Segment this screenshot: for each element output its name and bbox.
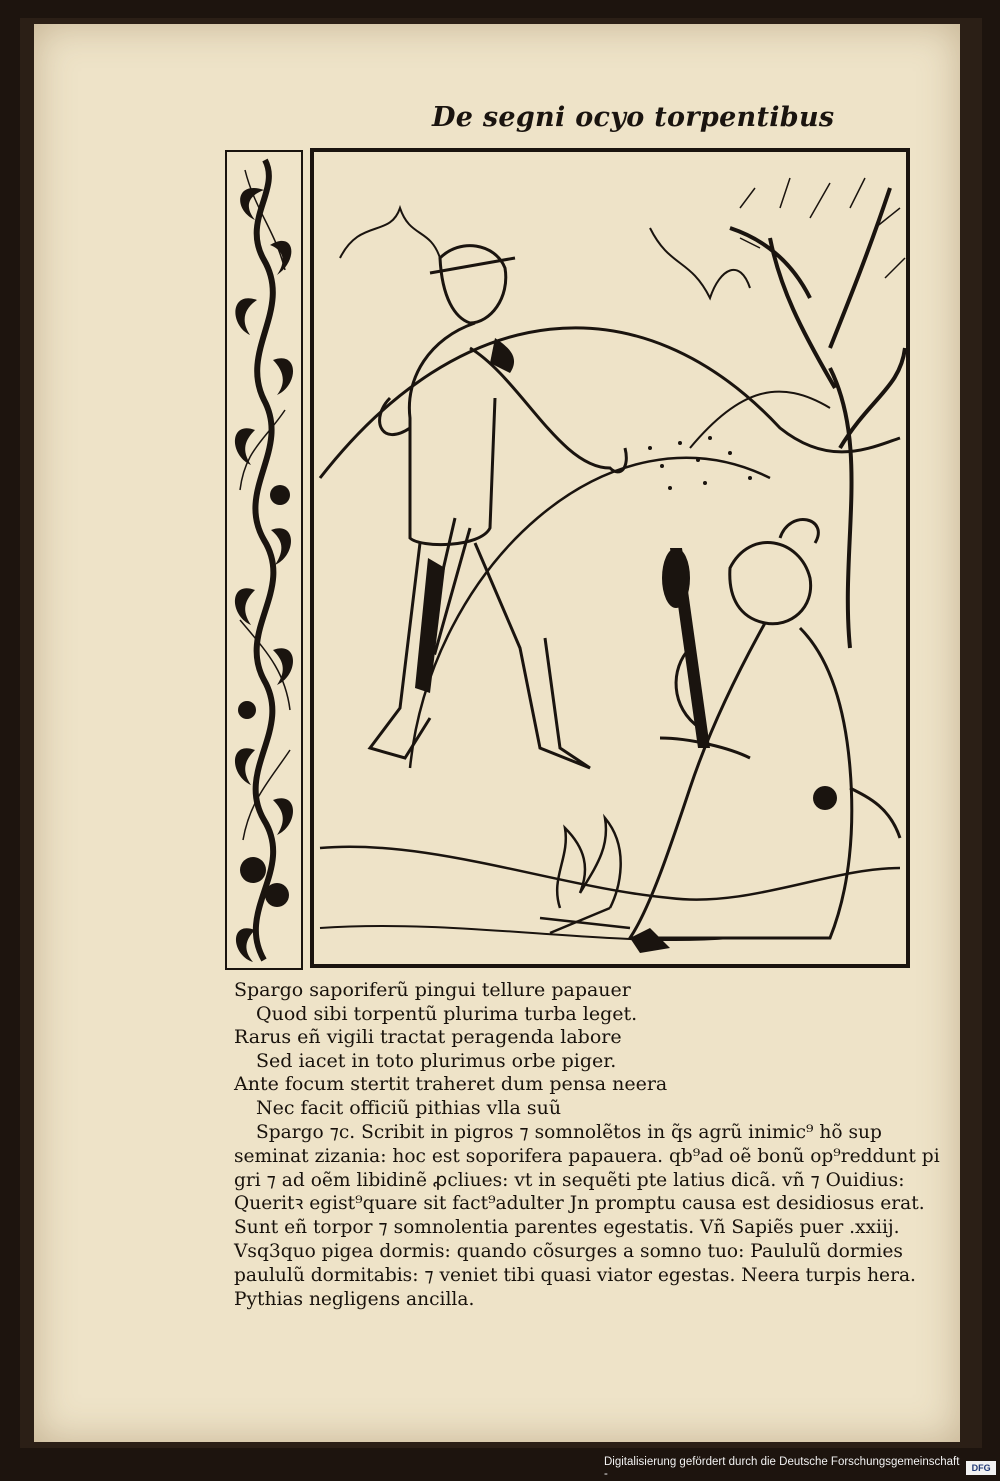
commentary-block	[234, 1121, 940, 1311]
verse-line: Quod sibi torpentũ plurima turba leget.	[256, 1002, 638, 1025]
commentary-line: paululũ dormitabis: ⁊ veniet tibi quasi viator egestas. Neera turpis hera.	[234, 1264, 916, 1286]
floral-border	[225, 150, 303, 970]
commentary-line: seminat zizania: hoc est soporifera papauera. qb⁹ad oẽ bonũ op⁹reddunt pi	[234, 1145, 940, 1167]
book-page	[34, 24, 960, 1442]
commentary-line: Vsq3quo pigea dormis: quando cõsurges a somno tuo: Paululũ dormies	[234, 1240, 903, 1262]
commentary-line: Queritꝛ egist⁹quare sit fact⁹adulter Jn promptu causa est desidiosus erat.	[234, 1193, 925, 1215]
page-heading: De segni ocyo torpentibus	[432, 102, 835, 133]
verse-line: Nec facit officiũ pithias vlla suũ	[256, 1096, 562, 1119]
verse-line: Sed iacet in toto plurimus orbe piger.	[256, 1049, 617, 1072]
commentary-line: Spargo ⁊c. Scribit in pigros ⁊ somnolẽtos in q̃s agrũ inimic⁹ hõ sup	[256, 1122, 882, 1143]
woodcut-illustration	[310, 148, 910, 968]
commentary-line: gri ⁊ ad oẽm libidinẽ ꝓcliues: vt in sequẽti pte latius dicã. vñ ⁊ Ouidius:	[234, 1169, 905, 1191]
credit-text: Digitalisierung gefördert durch die Deutsche Forschungsgemeinschaft -	[604, 1456, 960, 1480]
dfg-logo-icon: DFG	[966, 1461, 996, 1475]
verse-line: Ante focum stertit traheret dum pensa neera	[234, 1073, 668, 1096]
verse-line: Rarus eñ vigili tractat peragenda labore	[234, 1026, 622, 1049]
verse-line: Spargo saporiferũ pingui tellure papauer	[234, 979, 631, 1001]
commentary-line: Sunt eñ torpor ⁊ somnolentia parentes egestatis. Vñ Sapiẽs puer .xxiij.	[234, 1217, 900, 1239]
digitization-credit	[604, 1458, 1000, 1478]
verse-block	[234, 979, 934, 1121]
commentary-line: Pythias negligens ancilla.	[234, 1288, 475, 1310]
